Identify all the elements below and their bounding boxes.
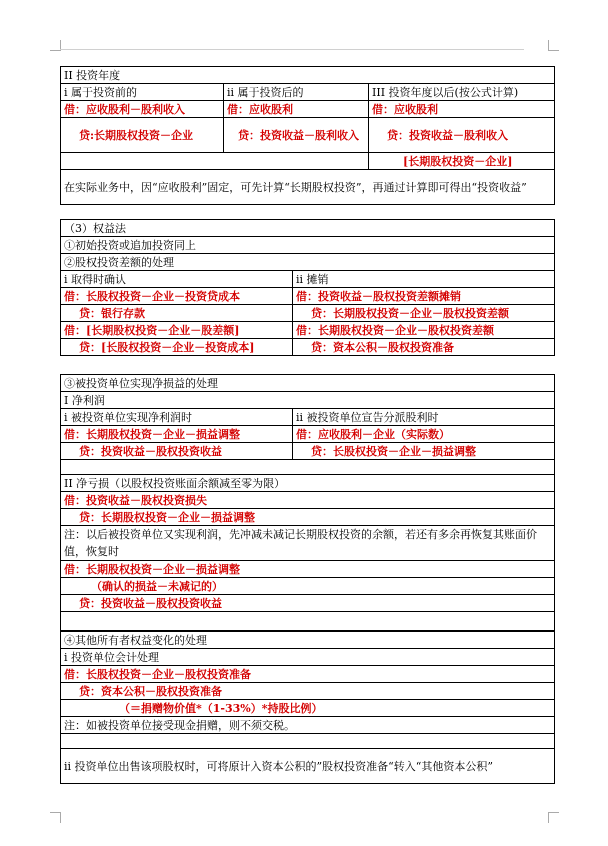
table-row <box>61 322 555 339</box>
table-row <box>61 237 555 254</box>
credit-entry: 贷：投资收益－股权投资收益 <box>61 595 555 612</box>
table-row <box>61 734 555 749</box>
spacer-row <box>61 460 555 475</box>
credit-entry: 贷：资本公积－股权投资准备 <box>61 683 555 700</box>
other-equity-table <box>60 631 555 784</box>
table-row <box>61 254 555 271</box>
credit-entry: 贷：银行存款 <box>61 305 293 322</box>
note: 在实际业务中，因“应收股利”固定，可先计算“长期股权投资”，再通过计算即可得出“投资收益” <box>61 170 555 205</box>
section-title: ④其他所有者权益变化的处理 <box>61 632 555 649</box>
table-row <box>61 561 555 578</box>
column-header: i 取得时确认 <box>61 271 293 288</box>
debit-entry: 借：[长期股权投资－企业－股差额] <box>61 322 293 339</box>
crop-mark-bottom-left <box>50 812 61 823</box>
column-header: ii 摊销 <box>293 271 555 288</box>
table-row <box>61 118 555 153</box>
table-row <box>61 526 555 561</box>
table-row <box>61 271 555 288</box>
header-rule <box>60 49 524 50</box>
table-row <box>61 339 555 356</box>
credit-entry-alt: [长期股权投资－企业] <box>369 153 555 170</box>
subsection-title: I 净利润 <box>61 392 555 409</box>
entry-remark: （＝捐赠物价值*（1-33%）*持股比例） <box>61 700 555 717</box>
debit-entry: 借：应收股利－股利收入 <box>61 101 224 118</box>
table-row <box>61 220 555 237</box>
note: 注：以后被投资单位又实现利润，先冲减未减记长期股权投资的余额，若还有多余再恢复其账面价值，恢复时 <box>61 526 555 561</box>
section-title: ③被投资单位实现净损益的处理 <box>61 375 555 392</box>
crop-mark-top-right <box>548 40 559 51</box>
credit-entry: 贷：投资收益－股权投资收益 <box>61 443 293 460</box>
table-row <box>61 595 555 612</box>
spacer-row <box>61 734 555 749</box>
credit-entry: 贷：投资收益－股利收入 <box>369 118 555 153</box>
table-row <box>61 612 555 631</box>
column-header: i 被投资单位实现净利润时 <box>61 409 293 426</box>
table-row <box>61 101 555 118</box>
table-row <box>61 67 555 84</box>
credit-entry: 贷：[长股权投资－企业－投资成本] <box>61 339 293 356</box>
table-row <box>61 632 555 649</box>
subsection-title: ①初始投资或追加投资同上 <box>61 237 555 254</box>
table-row <box>61 700 555 717</box>
note: ii 投资单位出售该项股权时，可将原计入资本公积的”股权投资准备“转入“其他资本公积” <box>61 749 555 784</box>
investment-year-table <box>60 66 555 205</box>
table-row <box>61 84 555 101</box>
debit-entry: 借：应收股利 <box>369 101 555 118</box>
section-title: II 投资年度 <box>61 67 555 84</box>
subsection-title: II 净亏损（以股权投资账面余额减至零为限） <box>61 475 555 492</box>
debit-entry: 借：应收股利－企业（实际数） <box>293 426 555 443</box>
column-header: III 投资年度以后(按公式计算) <box>369 84 555 101</box>
table-row <box>61 170 555 205</box>
credit-entry: 贷：长期股权投资－企业－股权投资差额 <box>293 305 555 322</box>
table-row <box>61 375 555 392</box>
crop-mark-bottom-right <box>548 812 559 823</box>
table-row <box>61 443 555 460</box>
debit-entry: 借：投资收益－股权投资损失 <box>61 492 555 509</box>
debit-entry: 借：应收股利 <box>224 101 369 118</box>
table-row <box>61 666 555 683</box>
credit-entry: 贷：资本公积－股权投资准备 <box>293 339 555 356</box>
credit-entry: 贷：长股权投资－企业－损益调整 <box>293 443 555 460</box>
entry-remark: （确认的损益－未减记的） <box>61 578 555 595</box>
section-title: （3）权益法 <box>61 220 555 237</box>
debit-entry: 借：长股权投资－企业－股权投资准备 <box>61 666 555 683</box>
table-row <box>61 475 555 492</box>
table-row <box>61 683 555 700</box>
table-row <box>61 460 555 475</box>
subsection-title: i 投资单位会计处理 <box>61 649 555 666</box>
net-income-table <box>60 374 555 631</box>
table-row <box>61 717 555 734</box>
credit-entry: 贷：长期股权投资－企业－损益调整 <box>61 509 555 526</box>
table-row <box>61 153 555 170</box>
table-row <box>61 409 555 426</box>
subsection-title: ②股权投资差额的处理 <box>61 254 555 271</box>
table-row <box>61 509 555 526</box>
column-header: ii 被投资单位宣告分派股利时 <box>293 409 555 426</box>
debit-entry: 借：投资收益－股权投资差额摊销 <box>293 288 555 305</box>
note: 注：如被投资单位接受现金捐赠，则不须交税。 <box>61 717 555 734</box>
credit-entry: 贷：投资收益－股利收入 <box>224 118 369 153</box>
column-header: i 属于投资前的 <box>61 84 224 101</box>
table-row <box>61 578 555 595</box>
debit-entry: 借：长期股权投资－企业－股权投资差额 <box>293 322 555 339</box>
table-row <box>61 305 555 322</box>
table-row <box>61 426 555 443</box>
spacer-row <box>61 612 555 631</box>
debit-entry: 借：长期股权投资－企业－损益调整 <box>61 561 555 578</box>
equity-method-table <box>60 219 555 356</box>
table-row <box>61 649 555 666</box>
credit-entry: 贷:长期股权投资－企业 <box>61 118 224 153</box>
table-row <box>61 392 555 409</box>
table-row <box>61 749 555 784</box>
table-row <box>61 288 555 305</box>
table-row <box>61 492 555 509</box>
column-header: ii 属于投资后的 <box>224 84 369 101</box>
debit-entry: 借：长期股权投资－企业－损益调整 <box>61 426 293 443</box>
debit-entry: 借：长股权投资－企业－投资贷成本 <box>61 288 293 305</box>
